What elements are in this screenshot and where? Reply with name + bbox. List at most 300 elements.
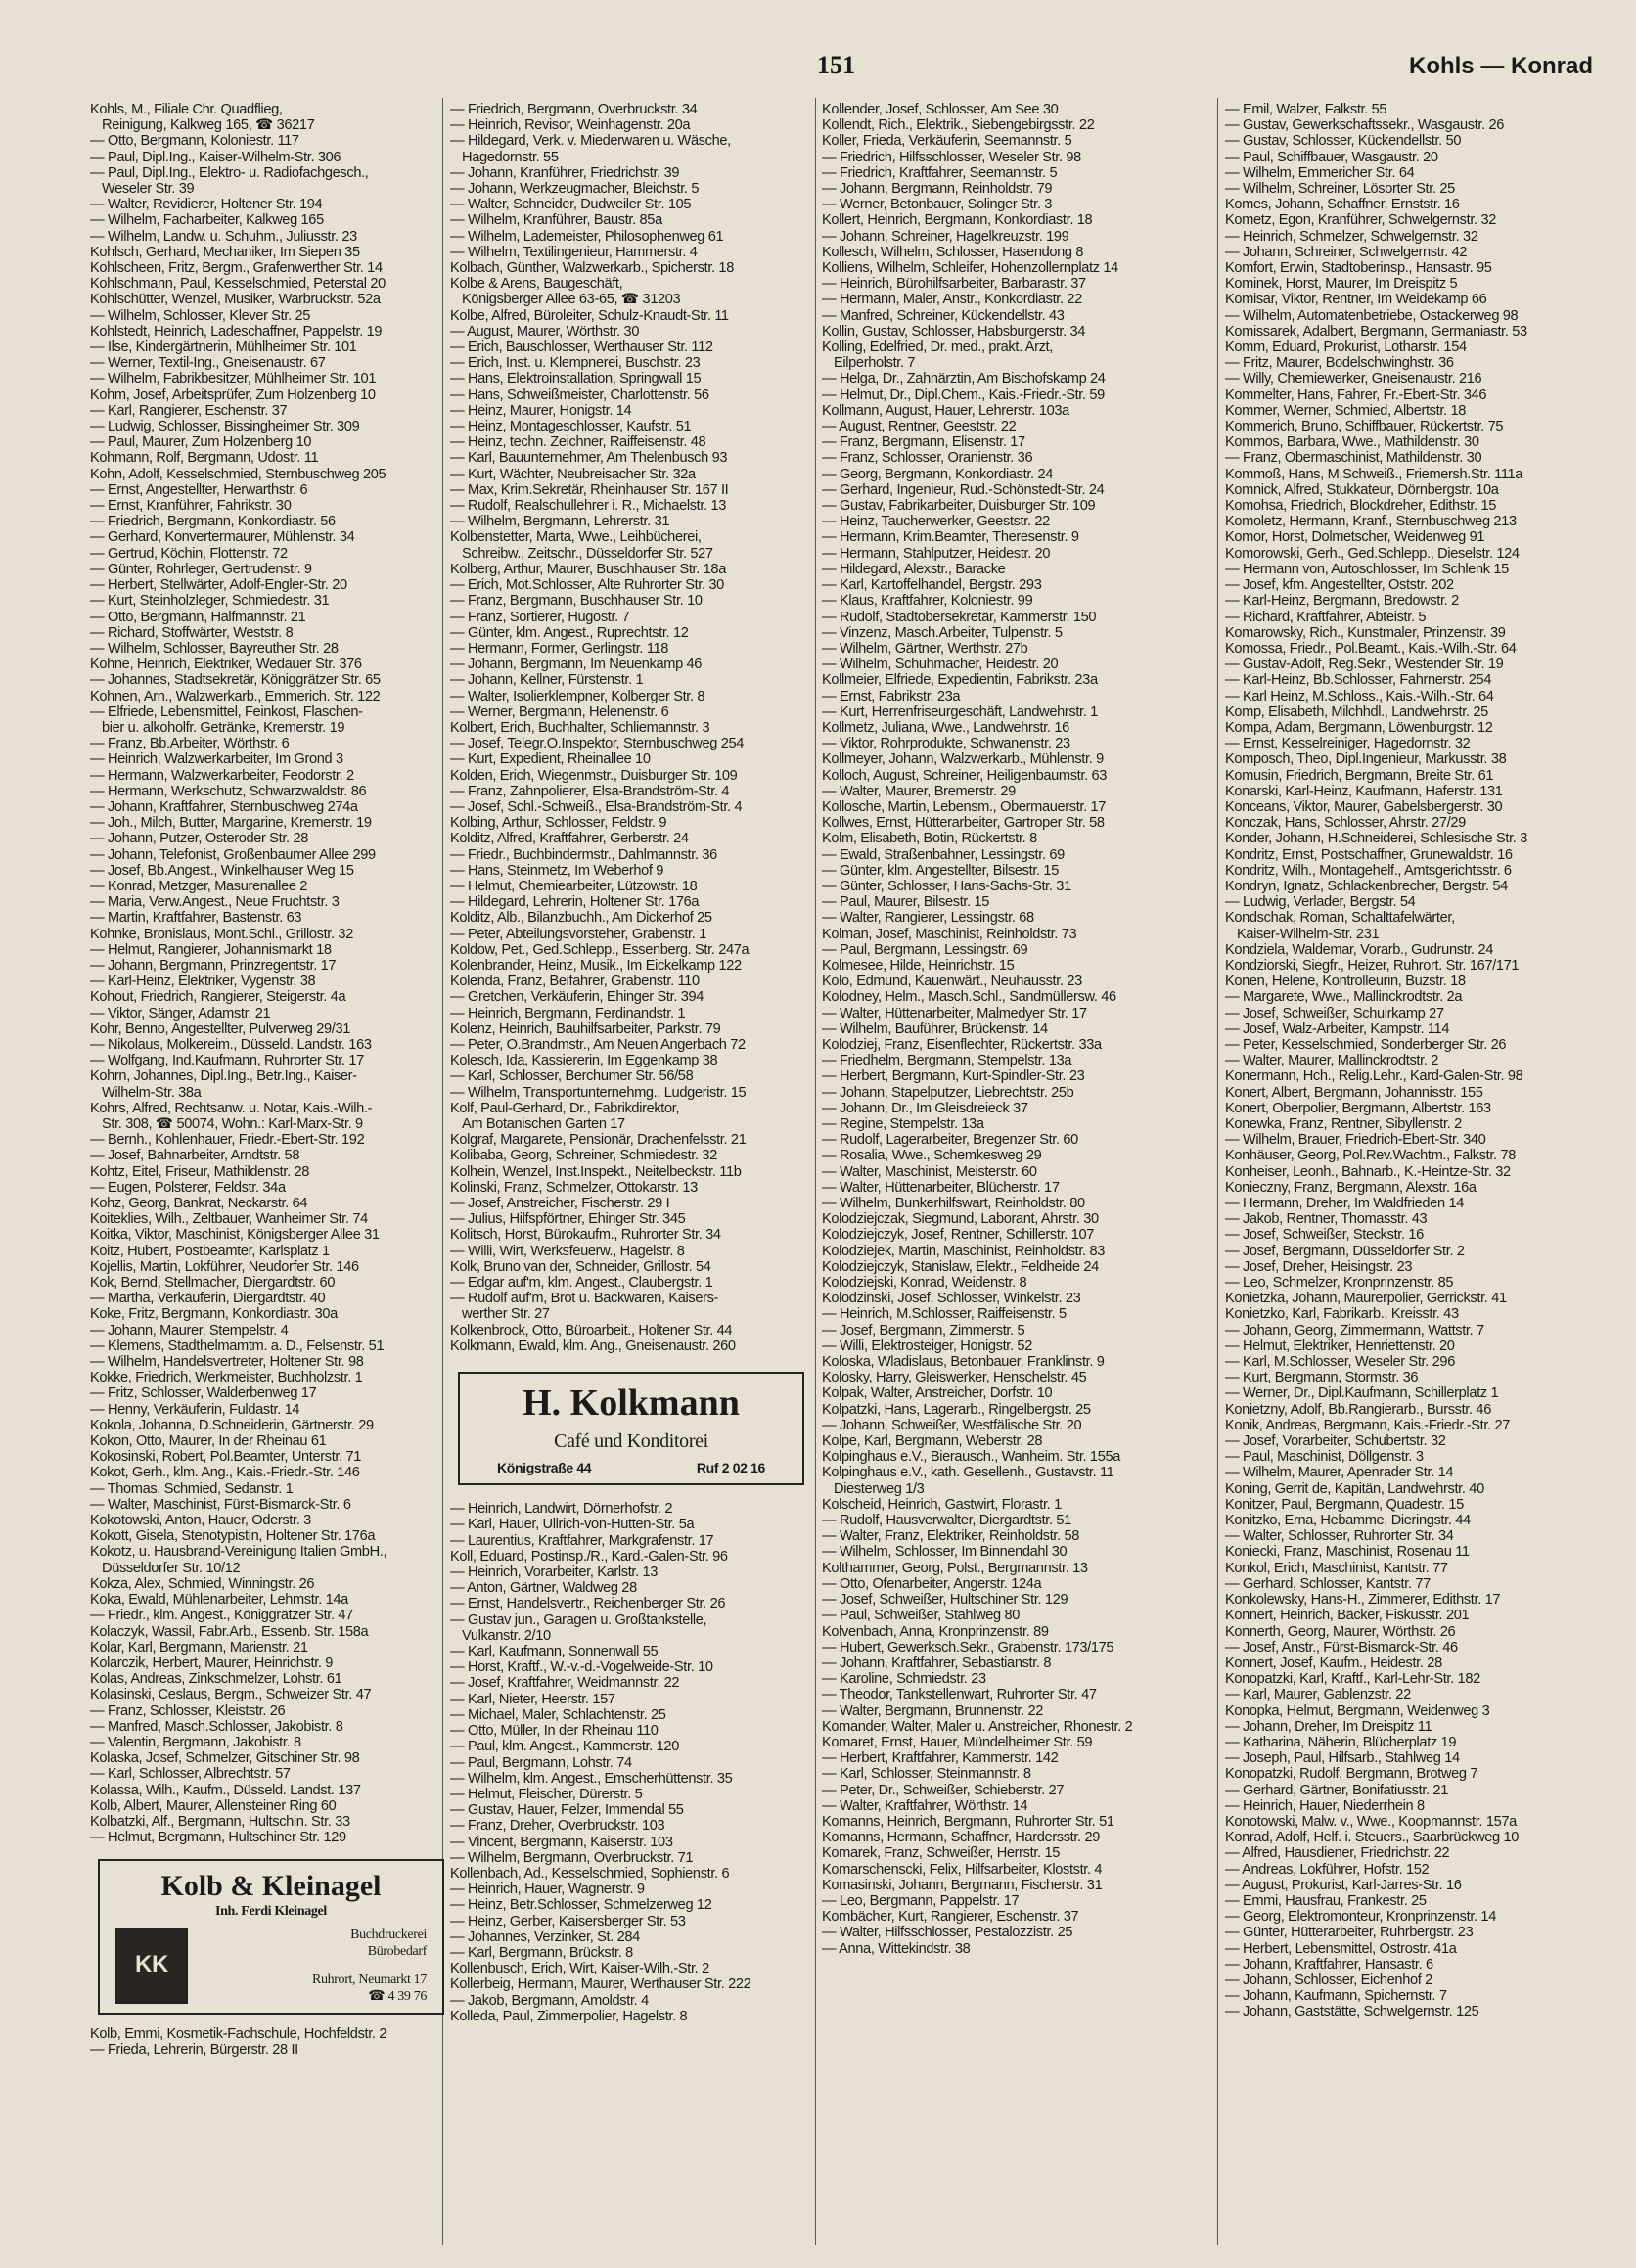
directory-entry: — Heinz, Betr.Schlosser, Schmelzerweg 12 [450, 1897, 712, 1914]
directory-entry: Kolbe, Alfred, Büroleiter, Schulz-Knaudt-Str. 11 [450, 307, 729, 324]
directory-entry: — Maria, Verw.Angest., Neue Fruchtstr. 3 [90, 894, 340, 911]
directory-entry: Kommos, Barbara, Wwe., Mathildenstr. 30 [1225, 434, 1479, 451]
directory-entry: — Thomas, Schmied, Sedanstr. 1 [90, 1480, 294, 1497]
advert-kolkmann [458, 1372, 804, 1485]
directory-entry: Kolgraf, Margarete, Pensionär, Drachenfelsstr. 21 [450, 1132, 747, 1149]
directory-entry: — Werner, Textil-Ing., Gneisenaustr. 67 [90, 355, 326, 372]
directory-entry: — Heinz, Taucherwerker, Geeststr. 22 [822, 514, 1050, 530]
directory-entry: — Friedrich, Bergmann, Konkordiastr. 56 [90, 514, 336, 530]
directory-entry: — Klemens, Stadthelmamtm. a. D., Felsenstr. 51 [90, 1338, 385, 1354]
directory-entry: Kommoß, Hans, M.Schweiß., Friemersh.Str. 111a [1225, 466, 1523, 482]
directory-entry: — Gerhard, Gärtner, Bonifatiusstr. 21 [1225, 1782, 1448, 1798]
directory-entry: — Rudolf, Realschullehrer i. R., Michaelstr. 13 [450, 498, 727, 515]
directory-entry: — Johann, Schreiner, Hagelkreuzstr. 199 [822, 228, 1069, 245]
directory-entry: — Hermann, Walzwerkarbeiter, Feodorstr. 2 [90, 767, 354, 784]
directory-entry: Konotowski, Malw. v., Wwe., Koopmannstr. 157a [1225, 1813, 1517, 1830]
directory-entry: — Paul, klm. Angest., Kammerstr. 120 [450, 1739, 679, 1755]
directory-entry: — Werner, Dr., Dipl.Kaufmann, Schillerplatz 1 [1225, 1385, 1499, 1402]
directory-entry: — Josef, Bahnarbeiter, Arndtstr. 58 [90, 1148, 300, 1164]
directory-entry: — Valentin, Bergmann, Jakobistr. 8 [90, 1734, 301, 1750]
directory-entry: Kolleda, Paul, Zimmerpolier, Hagelstr. 8 [450, 2008, 688, 2024]
directory-entry: Kojellis, Martin, Lokführer, Neudorfer Str. 146 [90, 1258, 359, 1275]
directory-entry: Kohtz, Eitel, Friseur, Mathildenstr. 28 [90, 1163, 310, 1180]
directory-entry: — Karl-Heinz, Elektriker, Vygenstr. 38 [90, 974, 316, 990]
directory-entry: — Rosalia, Wwe., Schemkesweg 29 [822, 1148, 1042, 1164]
directory-entry: — Karl, Kartoffelhandel, Bergstr. 293 [822, 577, 1042, 594]
directory-entry: Konietzko, Karl, Fabrikarb., Kreisstr. 43 [1225, 1306, 1459, 1323]
directory-entry: — Rudolf auf'm, Brot u. Backwaren, Kaisers- [450, 1291, 719, 1307]
entry-list [450, 1501, 812, 2024]
directory-entry: — Josef, Schweißer, Steckstr. 16 [1225, 1227, 1424, 1244]
directory-entry: Komor, Horst, Dolmetscher, Weidenweg 91 [1225, 529, 1485, 546]
directory-entry: Kolberg, Arthur, Maurer, Buschhauser Str. 18a [450, 561, 726, 577]
directory-entry: — Wilhelm, klm. Angest., Emscherhüttenstr. 35 [450, 1770, 733, 1787]
directory-entry: Kondziela, Waldemar, Vorarb., Gudrunstr. 24 [1225, 941, 1494, 958]
directory-entry: Kommelter, Hans, Fahrer, Fr.-Ebert-Str. 346 [1225, 386, 1487, 403]
directory-entry: Konen, Helene, Kontrolleurin, Buzstr. 18 [1225, 974, 1466, 990]
advert-address: Ruhrort, Neumarkt 17 [311, 1972, 427, 1987]
directory-entry: Düsseldorfer Str. 10/12 [102, 1560, 241, 1576]
directory-entry: — Wilhelm, Schlosser, Im Binnendahl 30 [822, 1544, 1068, 1561]
directory-entry: — Wilhelm, Brauer, Friedrich-Ebert-Str. 340 [1225, 1132, 1486, 1149]
directory-entry: Konczak, Hans, Schlosser, Ahrstr. 27/29 [1225, 815, 1466, 832]
directory-entry: — Wilhelm, Maurer, Apenrader Str. 14 [1225, 1465, 1454, 1481]
directory-entry: Kokola, Johanna, D.Schneiderin, Gärtnerstr. 29 [90, 1417, 374, 1433]
directory-entry: Kolaczyk, Wassil, Fabr.Arb., Essenb. Str. 158a [90, 1623, 369, 1640]
directory-entry: Kolbert, Erich, Buchhalter, Schliemannstr. 3 [450, 719, 710, 736]
directory-entry: Kominek, Horst, Maurer, Im Dreispitz 5 [1225, 276, 1458, 293]
directory-entry: — Gustav-Adolf, Reg.Sekr., Westender Str. 19 [1225, 657, 1504, 673]
directory-entry: — Franz, Obermaschinist, Mathildenstr. 30 [1225, 450, 1482, 467]
directory-entry: Kolodziejski, Konrad, Weidenstr. 8 [822, 1275, 1027, 1292]
directory-entry: Kolodziej, Franz, Eisenflechter, Rückertstr. 33a [822, 1036, 1102, 1053]
directory-entry: Vulkanstr. 2/10 [462, 1627, 551, 1644]
directory-entry: — Josef, Bergmann, Zimmerstr. 5 [822, 1322, 1025, 1338]
directory-entry: — Karl, Rangierer, Eschenstr. 37 [90, 402, 288, 419]
directory-entry: — Kurt, Expedient, Rheinallee 10 [450, 751, 651, 768]
directory-entry: — Hermann, Maler, Anstr., Konkordiastr. 22 [822, 292, 1082, 308]
directory-entry: — Heinrich, Landwirt, Dörnerhofstr. 2 [450, 1501, 673, 1518]
directory-entry: — Hans, Schweißmeister, Charlottenstr. 56 [450, 386, 709, 403]
directory-entry: Konheiser, Leonh., Bahnarb., K.-Heintze-Str. 32 [1225, 1163, 1511, 1180]
directory-entry: — Wilhelm, Gärtner, Werthstr. 27b [822, 640, 1028, 657]
directory-entry: — Erich, Inst. u. Klempnerei, Buschstr. 23 [450, 355, 701, 372]
directory-entry: — Wilhelm, Bergmann, Lehrerstr. 31 [450, 514, 670, 530]
directory-entry: Kolosky, Harry, Gleiswerker, Henschelstr. 45 [822, 1370, 1087, 1386]
directory-entry: Kolm, Elisabeth, Botin, Rückertstr. 8 [822, 831, 1037, 847]
directory-entry: — Heinrich, Vorarbeiter, Karlstr. 13 [450, 1565, 659, 1581]
directory-entry: Komander, Walter, Maler u. Anstreicher, Rhonestr. 2 [822, 1718, 1133, 1735]
directory-entry: — Karl-Heinz, Bb.Schlosser, Fahrnerstr. 254 [1225, 672, 1492, 689]
directory-entry: Koka, Ewald, Mühlenarbeiter, Lehmstr. 14a [90, 1592, 348, 1609]
directory-entry: — Paul, Maurer, Bilsestr. 15 [822, 894, 990, 911]
directory-entry: — Johannes, Stadtsekretär, Königgrätzer Str. 65 [90, 672, 381, 689]
directory-entry: — Heinz, Maurer, Honigstr. 14 [450, 402, 632, 419]
directory-entry: Kommerich, Bruno, Schiffbauer, Rückertstr. 75 [1225, 419, 1504, 435]
directory-entry: — Richard, Kraftfahrer, Abteistr. 5 [1225, 609, 1427, 625]
directory-entry: — Leo, Schmelzer, Kronprinzenstr. 85 [1225, 1275, 1454, 1292]
directory-entry: — Hildegard, Verk. v. Miederwaren u. Wäsche, [450, 133, 731, 150]
directory-entry: — Max, Krim.Sekretär, Rheinhauser Str. 167 II [450, 481, 729, 498]
directory-entry: — Karl, Bauunternehmer, Am Thelenbusch 93 [450, 450, 728, 467]
directory-entry: — Wilhelm, Automatenbetriebe, Ostackerweg 98 [1225, 307, 1519, 324]
directory-entry: — Herbert, Stellwärter, Adolf-Engler-Str. 20 [90, 577, 347, 594]
directory-entry: — Michael, Maler, Schlachtenstr. 25 [450, 1706, 666, 1723]
directory-entry: Kohnke, Bronislaus, Mont.Schl., Grillostr. 32 [90, 926, 353, 942]
advert-line: Buchdruckerei [350, 1927, 427, 1942]
directory-entry: — Joseph, Paul, Hilfsarb., Stahlweg 14 [1225, 1750, 1460, 1767]
directory-entry: — Heinrich, Walzwerkarbeiter, Im Grond 3 [90, 751, 343, 768]
directory-entry: Eilperholstr. 7 [834, 355, 916, 372]
directory-entry: — Heinrich, M.Schlosser, Raiffeisenstr. 5 [822, 1306, 1067, 1323]
directory-entry: Komanns, Heinrich, Bergmann, Ruhrorter Str. 51 [822, 1813, 1114, 1830]
directory-entry: — Josef, Walz-Arbeiter, Kampstr. 114 [1225, 1021, 1450, 1037]
directory-entry: Konnert, Josef, Kaufm., Heidestr. 28 [1225, 1655, 1442, 1671]
directory-entry: — Viktor, Sänger, Adamstr. 21 [90, 1005, 271, 1021]
directory-entry: Kollmetz, Juliana, Wwe., Landwehrstr. 16 [822, 719, 1069, 736]
directory-entry: Kondritz, Wilh., Montagehelf., Amtsgerichtsstr. 6 [1225, 862, 1512, 879]
directory-entry: — Klaus, Kraftfahrer, Koloniestr. 99 [822, 593, 1033, 610]
directory-entry: Kokosinski, Robert, Pol.Beamter, Unterstr. 71 [90, 1449, 362, 1466]
directory-entry: — Nikolaus, Molkereim., Düsseld. Landstr. 163 [90, 1036, 372, 1053]
directory-entry: — Ernst, Kesselreiniger, Hagedornstr. 32 [1225, 736, 1471, 752]
directory-entry: — Gustav, Schlosser, Kückendellstr. 50 [1225, 133, 1462, 150]
directory-entry: — Wilhelm, Schlosser, Klever Str. 25 [90, 307, 311, 324]
directory-entry: Kollin, Gustav, Schlosser, Habsburgerstr. 34 [822, 323, 1086, 340]
directory-entry: Kolaska, Josef, Schmelzer, Gitschiner Str. 98 [90, 1750, 360, 1767]
directory-entry: — Helmut, Dr., Dipl.Chem., Kais.-Friedr.-Str. 59 [822, 386, 1105, 403]
directory-entry: — Friedhelm, Bergmann, Stempelstr. 13a [822, 1053, 1072, 1069]
directory-entry: — Jakob, Rentner, Thomasstr. 43 [1225, 1211, 1428, 1228]
directory-entry: Kolkmann, Ewald, klm. Ang., Gneisenaustr. 260 [450, 1338, 736, 1354]
directory-entry: Kolf, Paul-Gerhard, Dr., Fabrikdirektor, [450, 1100, 680, 1116]
directory-entry: Kohls, M., Filiale Chr. Quadflieg, [90, 102, 283, 117]
directory-entry: Kohr, Benno, Angestellter, Pulverweg 29/31 [90, 1021, 351, 1037]
directory-entry: — Helmut, Rangierer, Johannismarkt 18 [90, 941, 332, 958]
directory-entry: Koke, Fritz, Bergmann, Konkordiastr. 30a [90, 1306, 338, 1323]
directory-entry: — Walter, Rangierer, Lessingstr. 68 [822, 910, 1034, 927]
directory-entry: Konert, Albert, Bergmann, Johannisstr. 155 [1225, 1084, 1483, 1101]
directory-entry: Str. 308, ☎ 50074, Wohn.: Karl-Marx-Str. 9 [102, 1116, 363, 1132]
directory-entry: — Hermann, Werkschutz, Schwarzwaldstr. 86 [90, 783, 367, 799]
directory-entry: Kolpinghaus e.V., Bierausch., Wanheim. Str. 155a [822, 1449, 1120, 1466]
directory-entry: Kohnen, Arn., Walzwerkarb., Emmerich. Str. 122 [90, 688, 381, 704]
directory-entry: — Heinz, Gerber, Kaisersberger Str. 53 [450, 1913, 686, 1929]
directory-entry: Kolodziejczyk, Josef, Rentner, Schillerstr. 107 [822, 1227, 1094, 1244]
directory-entry: — Herbert, Lebensmittel, Ostrostr. 41a [1225, 1940, 1457, 1957]
directory-entry: — Hermann, Former, Gerlingstr. 118 [450, 640, 669, 657]
directory-entry: — Heinz, techn. Zeichner, Raiffeisenstr. 48 [450, 434, 706, 451]
directory-entry: — Gustav, Hauer, Felzer, Immendal 55 [450, 1802, 684, 1819]
directory-entry: Koldow, Pet., Ged.Schlepp., Essenberg. Str. 247a [450, 941, 750, 958]
directory-entry: — Rudolf, Hausverwalter, Diergardtstr. 51 [822, 1513, 1071, 1529]
directory-entry: — Hermann, Stahlputzer, Heidestr. 20 [822, 545, 1051, 562]
directory-entry: Konopka, Helmut, Bergmann, Weidenweg 3 [1225, 1702, 1490, 1719]
directory-entry: Kohrs, Alfred, Rechtsanw. u. Notar, Kais.-Wilh.- [90, 1100, 373, 1116]
directory-entry: Komossa, Friedr., Pol.Beamt., Kais.-Wilh.-Str. 64 [1225, 640, 1517, 657]
directory-entry: Komasinski, Johann, Bergmann, Fischerstr. 31 [822, 1877, 1103, 1893]
directory-entry: — Josef, Bb.Angest., Winkelhauser Weg 15 [90, 862, 354, 879]
directory-entry: — Johann, Georg, Zimmermann, Wattstr. 7 [1225, 1322, 1484, 1338]
directory-entry: — Günter, Schlosser, Hans-Sachs-Str. 31 [822, 878, 1071, 894]
directory-entry: — August, Rentner, Geeststr. 22 [822, 419, 1017, 435]
directory-entry: Reinigung, Kalkweg 165, ☎ 36217 [102, 117, 315, 134]
directory-entry: Kolditz, Alfred, Kraftfahrer, Gerberstr. 24 [450, 831, 689, 847]
directory-entry: Konitzko, Erna, Hebamme, Dieringstr. 44 [1225, 1513, 1471, 1529]
directory-entry: — Günter, Rohrleger, Gertrudenstr. 9 [90, 561, 312, 577]
directory-entry: Kolpak, Walter, Anstreicher, Dorfstr. 10 [822, 1385, 1053, 1402]
directory-entry: — Johann, Kranführer, Friedrichstr. 39 [450, 164, 680, 181]
entry-list [450, 102, 812, 1354]
directory-entry: — Franz, Schlosser, Oranienstr. 36 [822, 450, 1033, 467]
directory-entry: — Theodor, Tankstellenwart, Ruhrorter Str. 47 [822, 1687, 1097, 1703]
column-3 [822, 102, 1211, 1957]
directory-entry: — Margarete, Wwe., Mallinckrodtstr. 2a [1225, 989, 1463, 1006]
directory-entry: Kohrn, Johannes, Dipl.Ing., Betr.Ing., Kaiser- [90, 1068, 357, 1085]
directory-entry: Königsberger Allee 63-65, ☎ 31203 [462, 292, 681, 308]
directory-entry: — Gerhard, Schlosser, Kantstr. 77 [1225, 1575, 1431, 1592]
directory-entry: Koning, Gerrit de, Kapitän, Landwehrstr. 40 [1225, 1480, 1484, 1497]
column-rule [815, 98, 816, 2245]
directory-entry: Komisar, Viktor, Rentner, Im Weidekamp 66 [1225, 292, 1487, 308]
directory-entry: — Josef, Kraftfahrer, Weidmannstr. 22 [450, 1675, 680, 1692]
directory-entry: — Emil, Walzer, Falkstr. 55 [1225, 102, 1387, 117]
directory-entry: — Karl Heinz, M.Schloss., Kais.-Wilh.-Str. 64 [1225, 688, 1494, 704]
directory-entry: — Willy, Chemiewerker, Gneisenaustr. 216 [1225, 371, 1482, 387]
column-rule [1217, 98, 1218, 2245]
directory-entry: — Wilhelm, Emmericher Str. 64 [1225, 164, 1415, 181]
directory-entry: Wilhelm-Str. 38a [102, 1084, 202, 1101]
entry-list [822, 102, 1211, 1957]
directory-entry: — Peter, Abteilungsvorsteher, Grabenstr. 1 [450, 926, 706, 942]
directory-entry: Kolden, Erich, Wiegenmstr., Duisburger Str. 109 [450, 767, 738, 784]
directory-entry: — Johann, Kraftfahrer, Hansastr. 6 [1225, 1956, 1433, 1973]
directory-entry: — Karl, Schlosser, Steinmannstr. 8 [822, 1766, 1031, 1783]
directory-entry: Kokke, Friedrich, Werkmeister, Buchholzstr. 1 [90, 1370, 363, 1386]
directory-entry: Komfort, Erwin, Stadtoberinsp., Hansastr. 95 [1225, 260, 1492, 277]
directory-entry: — Karl, Nieter, Heerstr. 157 [450, 1691, 615, 1707]
directory-entry: Kolloch, August, Schreiner, Heiligenbaumstr. 63 [822, 767, 1108, 784]
directory-entry: — Kurt, Bergmann, Stormstr. 36 [1225, 1370, 1419, 1386]
directory-entry: — Josef, Bergmann, Düsseldorfer Str. 2 [1225, 1243, 1465, 1259]
directory-entry: — August, Prokurist, Karl-Jarres-Str. 16 [1225, 1877, 1462, 1893]
directory-entry: — Walter, Hüttenarbeiter, Blücherstr. 17 [822, 1179, 1060, 1196]
directory-entry: Kolbenstetter, Marta, Wwe., Leihbücherei, [450, 529, 702, 546]
advert-phone: Ruf 2 02 16 [696, 1460, 765, 1476]
directory-entry: — Wilhelm, Landw. u. Schuhm., Juliusstr. 23 [90, 228, 357, 245]
directory-entry: Kolenbrander, Heinz, Musik., Im Eickelkamp 122 [450, 957, 742, 974]
directory-entry: Konopatzki, Karl, Kraftf., Karl-Lehr-Str. 182 [1225, 1671, 1480, 1688]
directory-entry: — Leo, Bergmann, Pappelstr. 17 [822, 1892, 1020, 1909]
directory-entry: — Hans, Elektroinstallation, Springwall 15 [450, 371, 702, 387]
directory-entry: Kollosche, Martin, Lebensm., Obermauerstr. 17 [822, 798, 1107, 815]
directory-entry: Koller, Frieda, Verkäuferin, Seemannstr. 5 [822, 133, 1072, 150]
directory-entry: — Gerhard, Konvertermaurer, Mühlenstr. 34 [90, 529, 355, 546]
directory-entry: Kolscheid, Heinrich, Gastwirt, Florastr. 1 [822, 1496, 1062, 1513]
directory-entry: — Wilhelm, Handelsvertreter, Holtener Str. 98 [90, 1354, 364, 1371]
directory-entry: — Henny, Verkäuferin, Fuldastr. 14 [90, 1401, 300, 1418]
directory-entry: Kolhein, Wenzel, Inst.Inspekt., Neitelbeckstr. 11b [450, 1163, 742, 1180]
directory-entry: — Karl, Kaufmann, Sonnenwall 55 [450, 1644, 659, 1660]
directory-entry: Kolbatzki, Alf., Bergmann, Hultschin. Str. 33 [90, 1813, 350, 1830]
directory-entry: — Gertrud, Köchin, Flottenstr. 72 [90, 545, 288, 562]
directory-entry: — Ernst, Angestellter, Herwarthstr. 6 [90, 481, 308, 498]
directory-entry: — Kurt, Wächter, Neubreisacher Str. 32a [450, 466, 696, 482]
directory-entry: — Wolfgang, Ind.Kaufmann, Ruhrorter Str. 17 [90, 1053, 364, 1069]
directory-entry: Konieczny, Franz, Bergmann, Alexstr. 16a [1225, 1179, 1477, 1196]
directory-entry: — Heinrich, Schmelzer, Schwelgernstr. 32 [1225, 228, 1478, 245]
directory-entry: — Ernst, Kranführer, Fahrikstr. 30 [90, 498, 292, 515]
directory-entry: — Johann, Bergmann, Reinholdstr. 79 [822, 181, 1053, 198]
directory-entry: — Günter, Hütterarbeiter, Ruhrbergstr. 23 [1225, 1925, 1474, 1941]
directory-entry: — Walter, Maurer, Mallinckrodtstr. 2 [1225, 1053, 1438, 1069]
directory-entry: — Paul, Maurer, Zum Holzenberg 10 [90, 434, 312, 451]
directory-entry: — Gustav, Fabrikarbeiter, Duisburger Str. 109 [822, 498, 1096, 515]
directory-entry: — Karl-Heinz, Bergmann, Bredowstr. 2 [1225, 593, 1459, 610]
directory-entry: — Werner, Betonbauer, Solinger Str. 3 [822, 197, 1053, 213]
directory-entry: — Jakob, Bergmann, Amoldstr. 4 [450, 1992, 649, 2009]
directory-entry: — Peter, Kesselschmied, Sonderberger Str. 26 [1225, 1036, 1507, 1053]
directory-entry: — Wilhelm, Schreiner, Lösorter Str. 25 [1225, 181, 1455, 198]
directory-entry: — Wilhelm, Bergmann, Overbruckstr. 71 [450, 1849, 694, 1866]
directory-entry: — Viktor, Rohrprodukte, Schwanenstr. 23 [822, 736, 1070, 752]
directory-entry: — Walter, Maschinist, Meisterstr. 60 [822, 1163, 1037, 1180]
directory-entry: — Franz, Bergmann, Elisenstr. 17 [822, 434, 1025, 451]
directory-entry: — Elfriede, Lebensmittel, Feinkost, Flaschen- [90, 703, 363, 720]
directory-entry: Kokon, Otto, Maurer, In der Rheinau 61 [90, 1433, 327, 1450]
directory-entry: Kolodziejek, Martin, Maschinist, Reinholdstr. 83 [822, 1243, 1105, 1259]
directory-entry: — Günter, klm. Angest., Ruprechtstr. 12 [450, 624, 689, 641]
directory-entry: Komissarek, Adalbert, Bergmann, Germaniastr. 53 [1225, 323, 1527, 340]
directory-entry: — Wilhelm, Facharbeiter, Kalkweg 165 [90, 212, 324, 229]
directory-entry: Kolasinski, Ceslaus, Bergm., Schweizer Str. 47 [90, 1687, 372, 1703]
directory-entry: — Walter, Maschinist, Fürst-Bismarck-Str. 6 [90, 1496, 351, 1513]
directory-entry: Komanns, Hermann, Schaffner, Hardersstr. 29 [822, 1830, 1101, 1846]
directory-entry: — August, Maurer, Wörthstr. 30 [450, 323, 640, 340]
directory-entry: — Hermann von, Autoschlosser, Im Schlenk 15 [1225, 561, 1509, 577]
directory-entry: Kolenda, Franz, Beifahrer, Grabenstr. 110 [450, 974, 700, 990]
directory-entry: Diesterweg 1/3 [834, 1480, 925, 1497]
directory-entry: Komposch, Theo, Dipl.Ingenieur, Markusstr. 38 [1225, 751, 1507, 768]
directory-entry: — Heinrich, Revisor, Weinhagenstr. 20a [450, 117, 691, 134]
directory-entry: Konder, Johann, H.Schneiderei, Schlesische Str. 3 [1225, 831, 1527, 847]
directory-entry: — Karoline, Schmiedstr. 23 [822, 1671, 986, 1688]
advert-kolb-kleinagel [98, 1859, 444, 2014]
directory-entry: Kollwes, Ernst, Hütterarbeiter, Gartroper Str. 58 [822, 815, 1105, 832]
directory-entry: Konert, Oberpolier, Bergmann, Albertstr. 163 [1225, 1100, 1491, 1116]
directory-entry: Kondschak, Roman, Schalttafelwärter, [1225, 910, 1455, 927]
directory-entry: Kohmann, Rolf, Bergmann, Udostr. 11 [90, 450, 319, 467]
directory-entry: — Kurt, Herrenfriseurgeschäft, Landwehrstr. 1 [822, 703, 1098, 720]
directory-entry: Konitzer, Paul, Bergmann, Quadestr. 15 [1225, 1496, 1464, 1513]
directory-entry: — Herbert, Bergmann, Kurt-Spindler-Str. 23 [822, 1068, 1085, 1085]
directory-entry: — Heinrich, Bergmann, Ferdinandstr. 1 [450, 1005, 686, 1021]
directory-entry: Kokot, Gerh., klm. Ang., Kais.-Friedr.-Str. 146 [90, 1465, 360, 1481]
directory-entry: — Johann, Bergmann, Prinzregentstr. 17 [90, 957, 337, 974]
directory-entry: — Wilhelm, Lademeister, Philosophenweg 61 [450, 228, 724, 245]
directory-entry: Kokott, Gisela, Stenotypistin, Holtener Str. 176a [90, 1528, 376, 1545]
directory-entry: — Johann, Bergmann, Im Neuenkamp 46 [450, 657, 703, 673]
directory-entry: Konik, Andreas, Bergmann, Kais.-Friedr.-Str. 27 [1225, 1417, 1510, 1433]
directory-entry: Kondziorski, Siegfr., Heizer, Ruhrort. Str. 167/171 [1225, 957, 1520, 974]
directory-entry: — Manfred, Masch.Schlosser, Jakobistr. 8 [90, 1718, 343, 1735]
directory-entry: Kohz, Georg, Bankrat, Neckarstr. 64 [90, 1196, 308, 1212]
directory-entry: — Johann, Schweißer, Westfälische Str. 20 [822, 1417, 1082, 1433]
directory-entry: — Martin, Kraftfahrer, Bastenstr. 63 [90, 910, 302, 927]
directory-entry: — Friedrich, Kraftfahrer, Seemannstr. 5 [822, 164, 1058, 181]
directory-entry: — Walter, Hüttenarbeiter, Malmedyer Str. 17 [822, 1005, 1087, 1021]
directory-entry: Konkol, Erich, Maschinist, Kantstr. 77 [1225, 1560, 1448, 1576]
directory-entry: — Helmut, Bergmann, Hultschiner Str. 129 [90, 1830, 346, 1846]
directory-entry: — Josef, Schweißer, Schuirkamp 27 [1225, 1005, 1444, 1021]
directory-entry: — Regine, Stempelstr. 13a [822, 1116, 984, 1132]
directory-entry: — Wilhelm, Kranführer, Baustr. 85a [450, 212, 662, 229]
directory-entry: — Andreas, Lokführer, Hofstr. 152 [1225, 1861, 1430, 1878]
directory-entry: Am Botanischen Garten 17 [462, 1116, 625, 1132]
directory-entry: — Rudolf, Lagerarbeiter, Bregenzer Str. 60 [822, 1132, 1078, 1149]
advert-line: Bürobedarf [367, 1943, 427, 1959]
directory-entry: — Johann, Kellner, Fürstenstr. 1 [450, 672, 644, 689]
directory-entry: Kolmesee, Hilde, Heinrichstr. 15 [822, 957, 1015, 974]
directory-entry: — Josef, Dreher, Heisingstr. 23 [1225, 1258, 1413, 1275]
directory-entry: Kohlscheen, Fritz, Bergm., Grafenwerther Str. 14 [90, 260, 383, 277]
directory-entry: Kolthammer, Georg, Polst., Bergmannstr. 13 [822, 1560, 1088, 1576]
directory-entry: Kolb, Emmi, Kosmetik-Fachschule, Hochfeldstr. 2 [90, 2025, 387, 2042]
directory-entry: — Walter, Maurer, Bremerstr. 29 [822, 783, 1016, 799]
directory-entry: Kohne, Heinrich, Elektriker, Wedauer Str. 376 [90, 657, 362, 673]
directory-entry: bier u. alkoholfr. Getränke, Kremerstr. 19 [102, 719, 345, 736]
advert-subtitle: Café und Konditorei [554, 1430, 708, 1453]
directory-entry: Kollendt, Rich., Elektrik., Siebengebirgsstr. 22 [822, 117, 1095, 134]
directory-entry: — Wilhelm, Fabrikbesitzer, Mühlheimer Str. 101 [90, 371, 377, 387]
directory-entry: — Johann, Maurer, Stempelstr. 4 [90, 1322, 289, 1338]
directory-entry: — Katharina, Näherin, Blücherplatz 19 [1225, 1734, 1457, 1750]
directory-entry: — Johann, Dr., Im Gleisdreieck 37 [822, 1100, 1028, 1116]
directory-entry: Konnerth, Georg, Maurer, Wörthstr. 26 [1225, 1623, 1456, 1640]
directory-entry: Kohout, Friedrich, Rangierer, Steigerstr. 4a [90, 989, 346, 1006]
directory-entry: — Ilse, Kindergärtnerin, Mühlheimer Str. 101 [90, 340, 357, 356]
directory-entry: — Gretchen, Verkäuferin, Ehinger Str. 394 [450, 989, 704, 1006]
kk-logo-icon: KK [115, 1928, 188, 2004]
directory-entry: Kommer, Werner, Schmied, Albertstr. 18 [1225, 402, 1466, 419]
directory-entry: — Otto, Bergmann, Halfmannstr. 21 [90, 609, 306, 625]
directory-entry: — Franz, Bb.Arbeiter, Wörthstr. 6 [90, 736, 290, 752]
directory-entry: — Peter, O.Brandmstr., Am Neuen Angerbach 72 [450, 1036, 746, 1053]
directory-entry: — Johann, Werkzeugmacher, Bleichstr. 5 [450, 181, 700, 198]
directory-entry: — Anna, Wittekindstr. 38 [822, 1940, 971, 1957]
directory-entry: Kollender, Josef, Schlosser, Am See 30 [822, 102, 1059, 117]
directory-entry: Kollenbusch, Erich, Wirt, Kaiser-Wilh.-Str. 2 [450, 1961, 709, 1977]
running-head: Kohls — Konrad [1408, 53, 1593, 79]
directory-entry: — Johann, Kaufmann, Spichernstr. 7 [1225, 1988, 1447, 2005]
directory-entry: — Paul, Bergmann, Lessingstr. 69 [822, 941, 1028, 958]
directory-entry: Kolodziejczak, Siegmund, Laborant, Ahrstr. 30 [822, 1211, 1099, 1228]
advert-title: H. Kolkmann [523, 1383, 740, 1425]
directory-entry: Kolas, Andreas, Zinkschmelzer, Lohstr. 61 [90, 1671, 342, 1688]
directory-entry: — Karl, M.Schlosser, Weseler Str. 296 [1225, 1354, 1455, 1371]
directory-entry: werther Str. 27 [462, 1306, 550, 1323]
directory-entry: Konermann, Hch., Relig.Lehr., Kard-Galen-Str. 98 [1225, 1068, 1523, 1085]
directory-entry: — Johann, Kraftfahrer, Sternbuschweg 274a [90, 798, 358, 815]
column-4 [1225, 102, 1587, 2020]
directory-entry: Kohlschmann, Paul, Kesselschmied, Peterstal 20 [90, 276, 386, 293]
directory-entry: — Karl, Hauer, Ullrich-von-Hutten-Str. 5a [450, 1517, 695, 1533]
directory-entry: — Edgar auf'm, klm. Angest., Claubergstr. 1 [450, 1275, 713, 1292]
directory-entry: — Herbert, Kraftfahrer, Kammerstr. 142 [822, 1750, 1059, 1767]
directory-entry: — Willi, Wirt, Werksfeuerw., Hagelstr. 8 [450, 1243, 685, 1259]
directory-entry: Koloska, Wladislaus, Betonbauer, Franklinstr. 9 [822, 1354, 1105, 1371]
directory-entry: Kollmann, August, Hauer, Lehrerstr. 103a [822, 402, 1069, 419]
